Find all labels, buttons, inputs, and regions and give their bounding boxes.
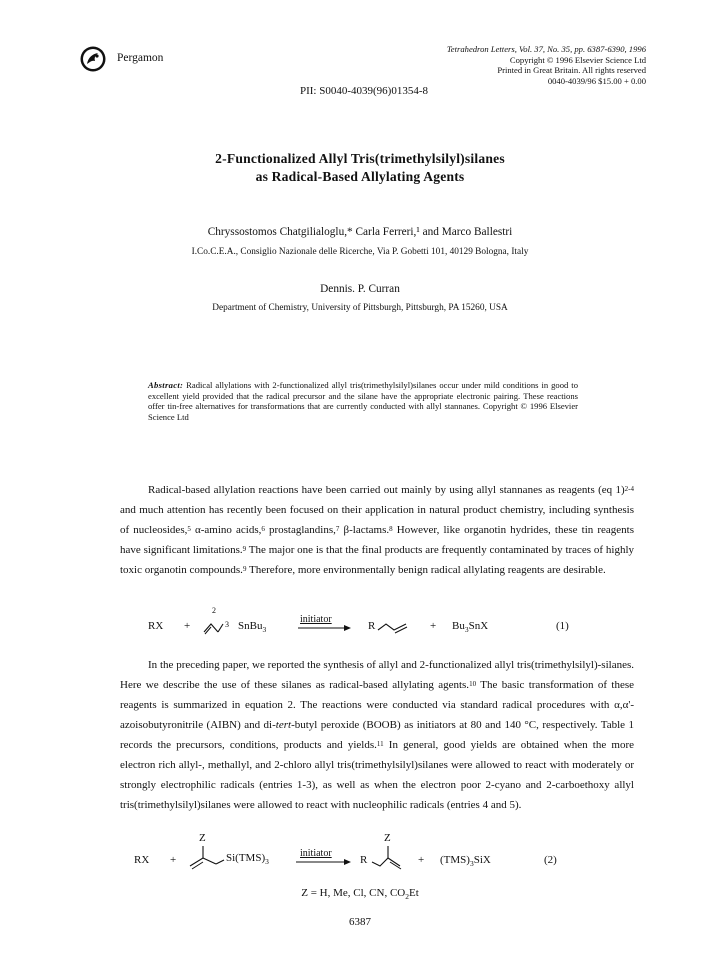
eq2-product-r: R: [360, 854, 368, 866]
price-line: 0040-4039/96 $15.00 + 0.00: [547, 75, 646, 86]
pergamon-logo: [80, 46, 106, 72]
eq2-product-z: Z: [384, 832, 391, 844]
affiliation-1: I.Co.C.E.A., Consiglio Nazionale delle Ricerche, Via P. Gobetti 101, 40129 Bologna, Italy: [191, 247, 529, 257]
authors-group-1: Chryssostomos Chatgilialoglu,* Carla Ferreri,¹ and Marco Ballestri: [207, 226, 513, 238]
eq1-arrow-label: initiator: [300, 614, 332, 625]
eq2-byproduct: $(TMS)_3SiX$: [440, 854, 491, 869]
product-structure: [370, 844, 406, 870]
allyl-structure: [202, 614, 238, 636]
eq1-plus-2: +: [430, 620, 437, 632]
eq1-number: (1): [556, 620, 569, 632]
title-line-2: as Radical-Based Allylating Agents: [255, 169, 465, 184]
affiliation-2: Department of Chemistry, University of Pittsburgh, Pittsburgh, PA 15260, USA: [212, 303, 508, 313]
eq1-position-index: 2: [212, 606, 216, 615]
journal-citation: Tetrahedron Letters, Vol. 37, No. 35, pp. 6387-6390, 1996: [446, 44, 646, 54]
eq1-rx: RX: [148, 620, 164, 632]
eq1-byproduct: $Bu_3SnX$: [452, 620, 489, 635]
eq2-z-substituent: Z: [199, 832, 206, 844]
authors-group-2: Dennis. P. Curran: [320, 283, 400, 295]
reaction-arrow-2: [296, 858, 352, 866]
page-number: 6387: [349, 916, 371, 928]
eq1-position-index-3: 3: [225, 620, 229, 629]
eq1-plus: +: [184, 620, 191, 632]
eq2-reagent: $Si(TMS)_3$: [226, 852, 269, 867]
copyright-line: Copyright © 1996 Elsevier Science Ltd: [509, 54, 646, 65]
printed-line: Printed in Great Britain. All rights reserved: [497, 65, 646, 76]
equation-2: [0, 832, 720, 882]
article-title: [0, 150, 720, 186]
allyl-product-structure: [376, 620, 410, 636]
eq2-plus: +: [170, 854, 177, 866]
body-paragraph-1: Radical-based allylation reactions have been carried out mainly by using allyl stannanes as reagents (eq 1)$^{2-4}$ and much attention has recently been focused on their application in natural product chemistry, including synthesis of nucleosides,$^5$ α-amino acids,$^6$ prostaglandins,$^7$ β-lactams.$^8$ However, like organotin hydrides, these tin reagents have significant limitations.$^9$ The major one is that the final products are frequently contaminated by traces of highly toxic organotin compounds.$^9$ Therefore, more environmentally benign radical allylating reagents are desirable.: [120, 484, 635, 576]
body-paragraph-2: In the preceding paper, we reported the synthesis of allyl and 2-functionalized allyl tris(trimethylsilyl)-silanes. Here we describe the use of these silanes as radical-based allylating agents.$^{10}$ The basic transformation of these reagents is summarized in equation 2. The reactions were conducted via standard radical procedures with α,α'-azoisobutyronitrile (AIBN) and di-tert-butyl peroxide (BOOB) as initiators at 80 and 140 °C, respectively. Table 1 records the precursors, conditions, products and yields.$^{11}$ In general, good yields are obtained when the more electron rich allyl-, methallyl, and 2-chloro allyl tris(trimethylsilyl)silanes were allowed to react with moderately or strongly electrophilic radicals (entries 1-3), as well as when the electron poor 2-cyano and 2-carboethoxy allyl tris(trimethylsilyl)silanes were allowed to react with nucleophilic radicals (entries 4 and 5).: [120, 659, 635, 811]
eq1-product-r: R: [368, 620, 376, 632]
eq2-arrow-label: initiator: [300, 848, 332, 859]
abstract-label: Abstract:: [148, 380, 184, 390]
functionalized-allyl-structure: [186, 844, 226, 870]
abstract-text: Radical allylations with 2-functionalized allyl tris(trimethylsilyl)silanes occur under mild conditions in good to excellent yield provided that the radical precursor and the silane have the appropriate electronic pairing. These reactions offer tin-free alternatives for transformations that are currently conducted with allyl stannanes. Copyright © 1996 Elsevier Science Ltd: [148, 380, 578, 422]
journal-info: [447, 44, 646, 86]
abstract: [148, 380, 578, 422]
equation-1: [0, 606, 720, 636]
reaction-arrow: [298, 624, 352, 632]
title-line-1: 2-Functionalized Allyl Tris(trimethylsilyl)silanes: [215, 151, 505, 166]
pii-identifier: PII: S0040-4039(96)01354-8: [299, 85, 429, 97]
eq1-reagent: SnBu$_3$: [238, 620, 267, 635]
publisher-name: Pergamon: [117, 52, 164, 64]
z-definition: Z = H, Me, Cl, CN, $CO_2Et$: [301, 887, 419, 902]
eq2-plus-2: +: [418, 854, 425, 866]
eq2-rx: RX: [134, 854, 150, 866]
eq2-number: (2): [544, 854, 557, 866]
